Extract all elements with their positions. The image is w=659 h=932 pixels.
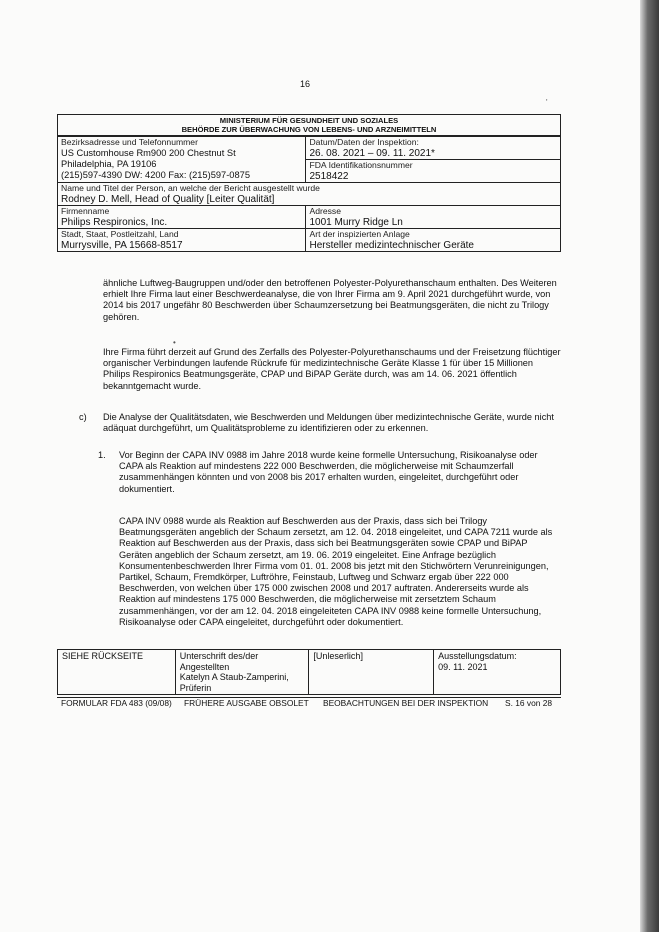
form-number: FORMULAR FDA 483 (09/08) <box>61 698 172 708</box>
scan-border <box>640 0 659 932</box>
header-table <box>57 114 561 252</box>
form-footer-line <box>57 697 561 710</box>
district-cell <box>58 136 306 183</box>
city-label: Stadt, Staat, Postleitzahl, Land <box>61 229 179 239</box>
recipient-label: Name und Titel der Person, an welche der Bericht ausgestellt wurde <box>61 183 320 193</box>
firm-cell <box>58 206 306 229</box>
city-value: Murrysville, PA 15668-8517 <box>61 240 183 251</box>
item-c-marker: c) <box>79 412 87 422</box>
firm-label: Firmenname <box>61 206 110 216</box>
paragraph-capa-details: CAPA INV 0988 wurde als Reaktion auf Beschwerden aus der Praxis, dass sich bei Trilogy Beatmungsgeräten angeblich der Schaum zersetzt, am 12. 04. 2018 eingeleitet, und CAPA 7211 wurde als Reaktion auf Beschwerden aus der Praxis, dass sich bei Beatmungsgeräten sowie CPAP und BiPAP Geräten angeblich der Schaum zersetzt, am 19. 06. 2019 eingeleitet. Eine Anfrage bezüglich Konsumentenbeschwerden Ihrer Firma vom 01. 01. 2008 bis jetzt mit den Stichwörtern Verunreinigungen, Partikel, Schaum, Fremdkörper, Luftröhre, Feinstaub, Luftweg und Schwarz ergab über 222 000 Beschwerden, von welchen über 175 000 zwischen 2008 und 2017 auftraten. Andererseits wurde als Reaktion auf mindestens 175 000 Beschwerden, die möglicherweise mit zersetztem Schaum zusammenhängen, vor der am 12. 04. 2018 eingeleiteten CAPA INV 0988 keine formelle Untersuchung, Risikoanalyse oder CAPA eingeleitet, durchgeführt oder dokumentiert. <box>119 516 553 627</box>
item-1-text: Vor Beginn der CAPA INV 0988 im Jahre 2018 wurde keine formelle Untersuchung, Risikoanalyse oder CAPA als Reaktion auf mindestens 222 000 Beschwerden, die möglicherweise mit Schaumzerfall zusammenhängen könnten und von 2008 bis 2017 erhalten wurden, eingeleitet, durchgeführt oder dokumentiert. <box>119 450 538 494</box>
address-cell <box>306 206 561 229</box>
paragraph-recall: Ihre Firma führt derzeit auf Grund des Zerfalls des Polyester-Polyurethanschaums und der Freisetzung flüchtiger organischer Verbindungen laufende Rückrufe für medizintechnische Geräte Klasse 1 für über 15 Millionen Philips Respironics Beatmungsgeräte, CPAP und BiPAP Geräte durch, was am 14. 06. 2021 öffentlich bekanntgemacht wurde. <box>103 347 561 391</box>
type-label: Art der inspizierten Anlage <box>309 229 410 239</box>
fei-value: 2518422 <box>309 171 349 182</box>
obsolete-note: FRÜHERE AUSGABE OBSOLET <box>184 698 309 708</box>
signature-label: Unterschrift des/der Angestellten <box>179 651 259 672</box>
see-reverse-cell <box>58 650 176 695</box>
type-value: Hersteller medizintechnischer Geräte <box>309 240 474 251</box>
illegible-cell <box>309 650 434 695</box>
fei-cell <box>306 160 561 183</box>
observations-title: BEOBACHTUNGEN BEI DER INSPEKTION <box>323 698 489 708</box>
paragraph-complaint-analysis: ähnliche Luftweg-Baugruppen und/oder den betroffenen Polyester-Polyurethanschaum enthalten. Des Weiteren erhielt Ihre Firma laut einer Beschwerdeanalyse, die von Ihrer Firma am 9. April 2021 durchgeführt wurde, von 2014 bis 2017 ungefähr 80 Beschwerden über Schaumzersetzung bei Beatmungsgeräten, die nicht zu Trilogy gehören. <box>103 278 557 322</box>
district-line: US Customhouse Rm900 200 Chestnut St <box>61 148 236 158</box>
district-label: Bezirksadresse und Telefonnummer <box>61 137 198 147</box>
dates-label: Datum/Daten der Inspektion: <box>309 137 419 147</box>
footer-table <box>57 649 561 695</box>
issue-date-label: Ausstellungsdatum: <box>438 651 517 661</box>
see-reverse: SIEHE RÜCKSEITE <box>62 651 144 661</box>
ministry-name: MINISTERIUM FÜR GESUNDHEIT UND SOZIALES <box>219 116 399 125</box>
item-c-text: Die Analyse der Qualitätsdaten, wie Beschwerden und Meldungen über medizintechnische Geräte, wurde nicht adäquat durchgeführt, um Qualitätsprobleme zu identifizieren oder zu erkennen. <box>103 412 554 434</box>
page-number: 16 <box>300 79 311 89</box>
firm-value: Philips Respironics, Inc. <box>61 217 168 228</box>
city-cell <box>58 229 306 252</box>
issue-date: 09. 11. 2021 <box>438 661 488 672</box>
scan-speck: ' <box>546 98 548 107</box>
issue-date-cell <box>434 650 561 695</box>
dates-cell <box>306 136 561 160</box>
recipient-cell <box>58 183 561 206</box>
agency-title <box>58 115 561 137</box>
recipient-value: Rodney D. Mell, Head of Quality [Leiter Qualität] <box>61 194 275 205</box>
agency-name: BEHÖRDE ZUR ÜBERWACHUNG VON LEBENS- UND ARZNEIMITTELN <box>181 125 437 134</box>
district-line: Philadelphia, PA 19106 <box>61 159 157 169</box>
dates-value: 26. 08. 2021 – 09. 11. 2021* <box>309 148 435 159</box>
employee-name: Katelyn A Staub-Zamperini, Prüferin <box>179 672 289 693</box>
signature-cell <box>175 650 309 695</box>
page-of: S. 16 von 28 <box>505 698 553 708</box>
address-label: Adresse <box>309 206 341 216</box>
fei-label: FDA Identifikationsnummer <box>309 160 413 170</box>
scan-speck: • <box>173 338 176 347</box>
district-line: (215)597-4390 DW: 4200 Fax: (215)597-0875 <box>61 170 250 180</box>
illegible-signature: [Unleserlich] <box>313 651 363 661</box>
type-cell <box>306 229 561 252</box>
address-value: 1001 Murry Ridge Ln <box>309 217 403 228</box>
item-1-marker: 1. <box>98 450 106 460</box>
